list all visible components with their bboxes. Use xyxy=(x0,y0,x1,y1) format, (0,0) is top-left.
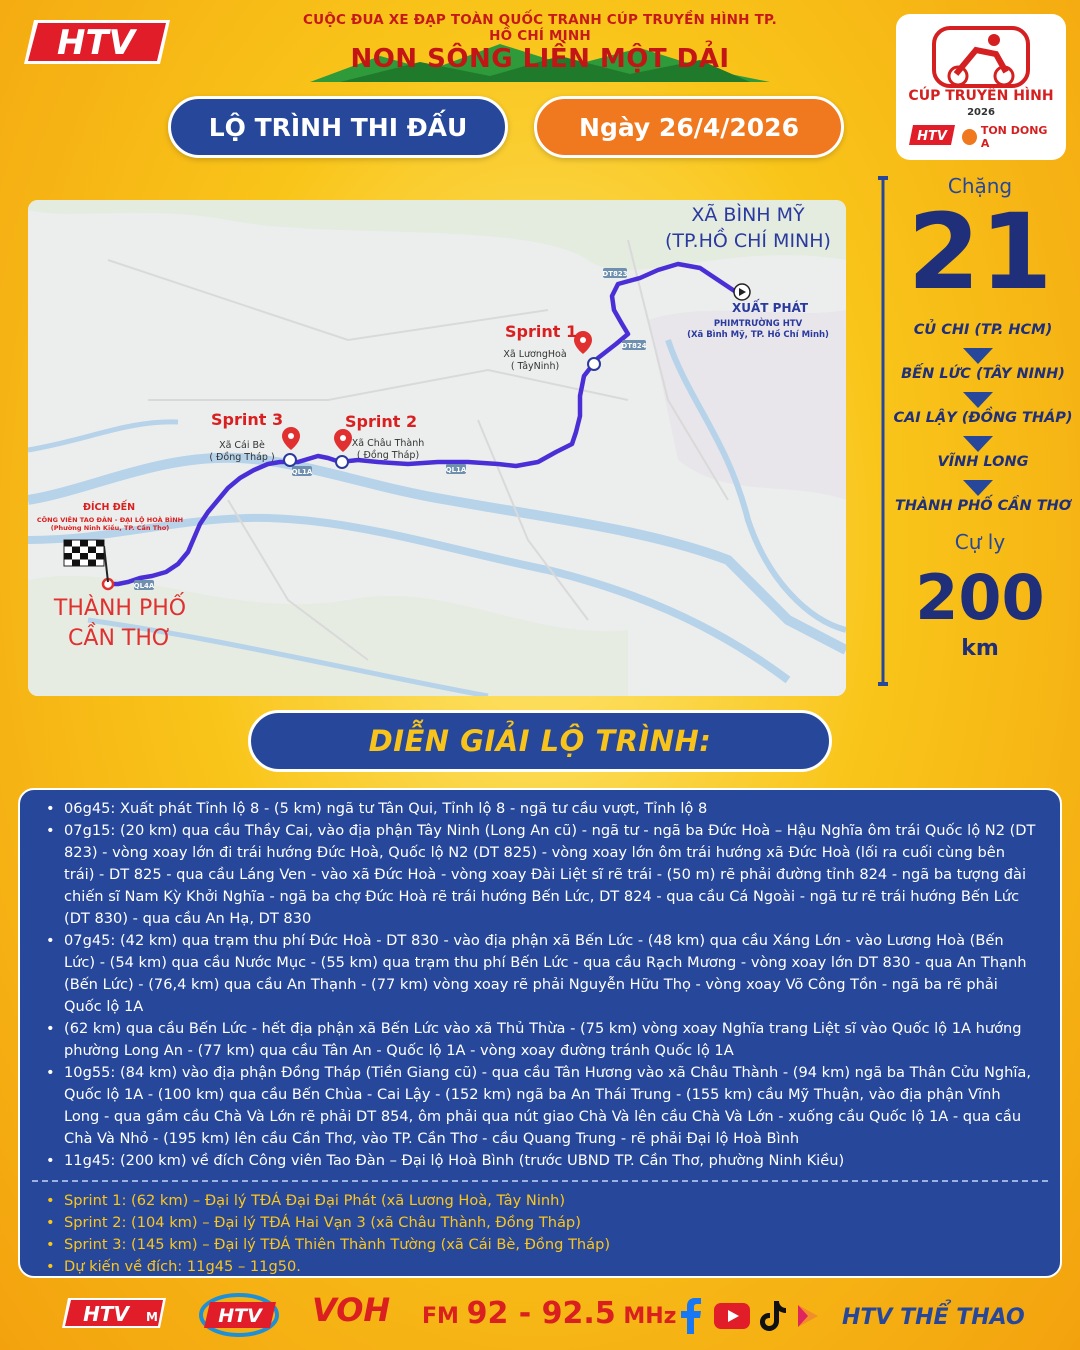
sprint2-place xyxy=(346,438,430,462)
finish-city-line2: CẦN THƠ xyxy=(68,626,172,651)
sprint2-place-name: Xã Châu Thành xyxy=(351,438,425,449)
htv-footer-logo-text: HTV xyxy=(218,1305,262,1327)
city-3: CAI LẬY (ĐỒNG THÁP) xyxy=(893,410,1073,426)
cup-logo xyxy=(896,14,1066,160)
explanation-heading: DIỄN GIẢI LỘ TRÌNH: xyxy=(248,710,832,772)
route-step: • 06g45: Xuất phát Tỉnh lộ 8 - (5 km) ngã tư Tân Qui, Tỉnh lộ 8 - ngã tư cầu vượt, Tỉnh lộ 8 xyxy=(44,798,1038,820)
cup-name: CÚP TRUYỀN HÌNH xyxy=(908,88,1054,104)
fm-freq: 92 - 92.5 xyxy=(466,1296,616,1331)
fm-unit: MHz xyxy=(623,1304,677,1329)
social-icons xyxy=(678,1296,828,1336)
svg-text:QL4A: QL4A xyxy=(133,582,155,590)
stage-word: Chặng xyxy=(947,174,1013,198)
facebook-icon[interactable] xyxy=(678,1298,704,1334)
sprint3-place-prov: ( Đồng Tháp ) xyxy=(209,452,275,463)
distance-unit: km xyxy=(961,636,999,661)
htv-footer-logo xyxy=(198,1292,280,1338)
date-label: Ngày 26/4/2026 xyxy=(534,96,844,158)
htvm-logo xyxy=(60,1296,168,1330)
sprint3-place xyxy=(202,440,282,464)
arrow-down-icon xyxy=(963,348,993,364)
start-sub xyxy=(668,319,846,341)
stage-number: 21 xyxy=(907,191,1053,313)
event-title-banner xyxy=(300,36,780,84)
route-description xyxy=(18,788,1062,1278)
htv-logo-text: HTV xyxy=(57,23,135,63)
start-place-name: XÃ BÌNH MỸ xyxy=(691,204,805,226)
sprint3-label: Sprint 3 xyxy=(211,410,284,429)
start-label: XUẤT PHÁT xyxy=(732,301,809,315)
htvm-logo-text: HTV xyxy=(83,1302,129,1326)
start-sub-address: (Xã Bình Mỹ, TP. Hồ Chí Minh) xyxy=(687,330,829,340)
sprint1-label: Sprint 1 xyxy=(505,322,578,341)
sponsor-name: TON DONG A xyxy=(980,124,1048,150)
sprint1-place-name: Xã LươngHoà xyxy=(503,349,567,360)
sponsor-logo xyxy=(962,126,1054,148)
radio-frequency xyxy=(422,1296,676,1331)
event-title: NON SÔNG LIỀN MỘT DẢI xyxy=(350,44,730,74)
city-2: BẾN LỨC (TÂY NINH) xyxy=(901,366,1065,382)
route-step: • 10g55: (84 km) vào địa phận Đồng Tháp (Tiền Giang cũ) - qua cầu Tân Hương vào xã Châu Thành - (94 km) ngã ba Thân Cửu Nghĩa, Quốc lộ 1A - (100 km) qua cầu Bến Chùa - Cai Lậy - (152 km) ngã ba An Thái Trung - (155 km) cầu Mỹ Thuận, vào địa phận Vĩnh Long - qua gầm cầu Chà Và Lớn rẽ phải DT 854, ôm phải qua nút giao Chà Và lên cầu Chà Và Lớn - xuống cầu Quốc lộ 1A - qua cầu Chà Và Nhỏ - (195 km) lên cầu Cần Thơ, vào TP. Cần Thơ - cầu Quang Trung - rẽ phải Đại lộ Hoà Bình xyxy=(44,1062,1038,1150)
fm-prefix: FM xyxy=(422,1304,459,1329)
divider xyxy=(32,1180,1048,1182)
htv-sport-label: HTV THỂ THAO xyxy=(842,1305,1025,1330)
arrow-down-icon xyxy=(963,436,993,452)
sponsor-icon xyxy=(962,129,977,145)
sprint-item: • Sprint 2: (104 km) – Đại lý TĐÁ Hai Vạn 3 (xã Châu Thành, Đồng Tháp) xyxy=(44,1212,1038,1234)
event-subtitle: CUỘC ĐUA XE ĐẠP TOÀN QUỐC TRANH CÚP TRUYỀN HÌNH TP. HỒ CHÍ MINH xyxy=(303,12,777,44)
sprint-item: • Sprint 1: (62 km) – Đại lý TĐÁ Đại Đại Phát (xã Lương Hoà, Tây Ninh) xyxy=(44,1190,1038,1212)
svg-text:QL1A: QL1A xyxy=(445,466,467,474)
svg-text:QL1A: QL1A xyxy=(291,468,313,476)
svg-text:M: M xyxy=(146,1310,158,1324)
route-step: • 07g15: (20 km) qua cầu Thầy Cai, vào địa phận Tây Ninh (Long An cũ) - ngã tư - ngã ba Đức Hoà – Hậu Nghĩa ôm trái Quốc lộ N2 (DT 823) - vòng xoay lớn đi trái hướng Đức Hoà, Quốc lộ N2 (DT 825) - vòng xoay lớn ôm trái hướng xã Đức Hoà (lối ra cuối cùng bên trái) - DT 825 - qua cầu Láng Ven - vào xã Đức Hoà - vòng xoay Đài Liệt sĩ rẽ trái - (50 m) rẽ phải đường tỉnh 824 - ngã ba tượng đài chiến sĩ Nam Kỳ Khởi Nghĩa - ngã ba chợ Đức Hoà rẽ trái hướng Bến Lức, DT 824 - qua cầu Cá Ngoài - ngã tư rẽ trái hướng Bến Lức (DT 830) - qua cầu An Hạ, DT 830 xyxy=(44,820,1038,930)
start-sub-venue: PHIMTRƯỜNG HTV xyxy=(713,319,803,329)
sprint1-place-prov: ( TâyNinh) xyxy=(510,361,560,372)
route-step: • 07g45: (42 km) qua trạm thu phí Đức Hoà - DT 830 - vào địa phận xã Bến Lức - (48 km) qua cầu Xáng Lớn - vào Lương Hoà (Bến Lức) - (54 km) qua cầu Nước Mục - (55 km) qua trạm thu phí Bến Lức - qua cầu Rạch Mương - vòng xoay lớn DT 830 - qua An Thạnh (Bến Lức) - (76,4 km) qua cầu An Thạnh - (77 km) vòng xoay rẽ phải Nguyễn Hữu Thọ - vòng xoay Võ Công Tồn - ngã ba rẽ phải Quốc lộ 1A xyxy=(44,930,1038,1018)
route-step: • 11g45: (200 km) về đích Công viên Tao Đàn – Đại lộ Hoà Bình (trước UBND TP. Cần Thơ, phường Ninh Kiều) xyxy=(44,1150,1038,1172)
cyclist-icon xyxy=(896,14,1066,94)
htv-logo xyxy=(20,14,175,70)
sprint2-label: Sprint 2 xyxy=(345,412,418,431)
finish-city xyxy=(40,594,200,654)
sprint-list xyxy=(44,1190,1038,1278)
cup-year: 2026 xyxy=(967,107,995,118)
tiktok-icon[interactable] xyxy=(760,1301,786,1331)
svg-text:DT824: DT824 xyxy=(621,342,647,350)
route-step: • (62 km) qua cầu Bến Lức - hết địa phận xã Bến Lức vào xã Thủ Thừa - (75 km) vòng xoay Nghĩa trang Liệt sĩ vào Quốc lộ 1A hướng phường Long An - (77 km) qua cầu Tân An - Quốc lộ 1A - vòng xoay đường tránh Quốc lộ 1A xyxy=(44,1018,1038,1062)
sprint1-place xyxy=(490,349,580,373)
sprint2-place-prov: ( Đồng Tháp) xyxy=(356,450,420,461)
finish-sub-address: (Phường Ninh Kiều, TP. Cần Thơ) xyxy=(50,524,170,532)
route-label: LỘ TRÌNH THI ĐẤU xyxy=(168,96,508,158)
finish-city-line1: THÀNH PHỐ xyxy=(53,596,187,621)
start-place-city: (TP.HỒ CHÍ MINH) xyxy=(665,230,831,252)
finish-sub-venue: CÔNG VIÊN TAO ĐÀN - ĐẠI LỘ HOÀ BÌNH xyxy=(36,516,184,524)
start-place xyxy=(648,202,846,254)
city-5: THÀNH PHỐ CẦN THƠ xyxy=(894,498,1072,514)
distance-value: 200 xyxy=(915,561,1045,634)
youtube-icon[interactable] xyxy=(714,1303,750,1329)
cup-htv-text: HTV xyxy=(917,129,947,144)
arrow-down-icon xyxy=(963,392,993,408)
sprint-item: • Dự kiến về đích: 11g45 – 11g50. xyxy=(44,1256,1038,1278)
finish-sub xyxy=(30,516,190,532)
sprint3-place-name: Xã Cái Bè xyxy=(219,440,265,451)
city-4: VĨNH LONG xyxy=(937,454,1029,470)
route-map xyxy=(28,200,846,696)
finish-label: ĐÍCH ĐẾN xyxy=(83,502,136,513)
play-icon[interactable] xyxy=(796,1303,820,1329)
arrow-down-icon xyxy=(963,480,993,496)
distance-word: Cự ly xyxy=(954,530,1006,554)
route-steps xyxy=(44,798,1038,1172)
sprint-item: • Sprint 3: (145 km) – Đại lý TĐÁ Thiên Thành Tường (xã Cái Bè, Đồng Tháp) xyxy=(44,1234,1038,1256)
svg-text:DT823: DT823 xyxy=(602,270,628,278)
voh-logo: VOH xyxy=(312,1291,391,1329)
cup-htv-logo xyxy=(908,124,956,146)
city-1: CỦ CHI (TP. HCM) xyxy=(913,322,1053,338)
